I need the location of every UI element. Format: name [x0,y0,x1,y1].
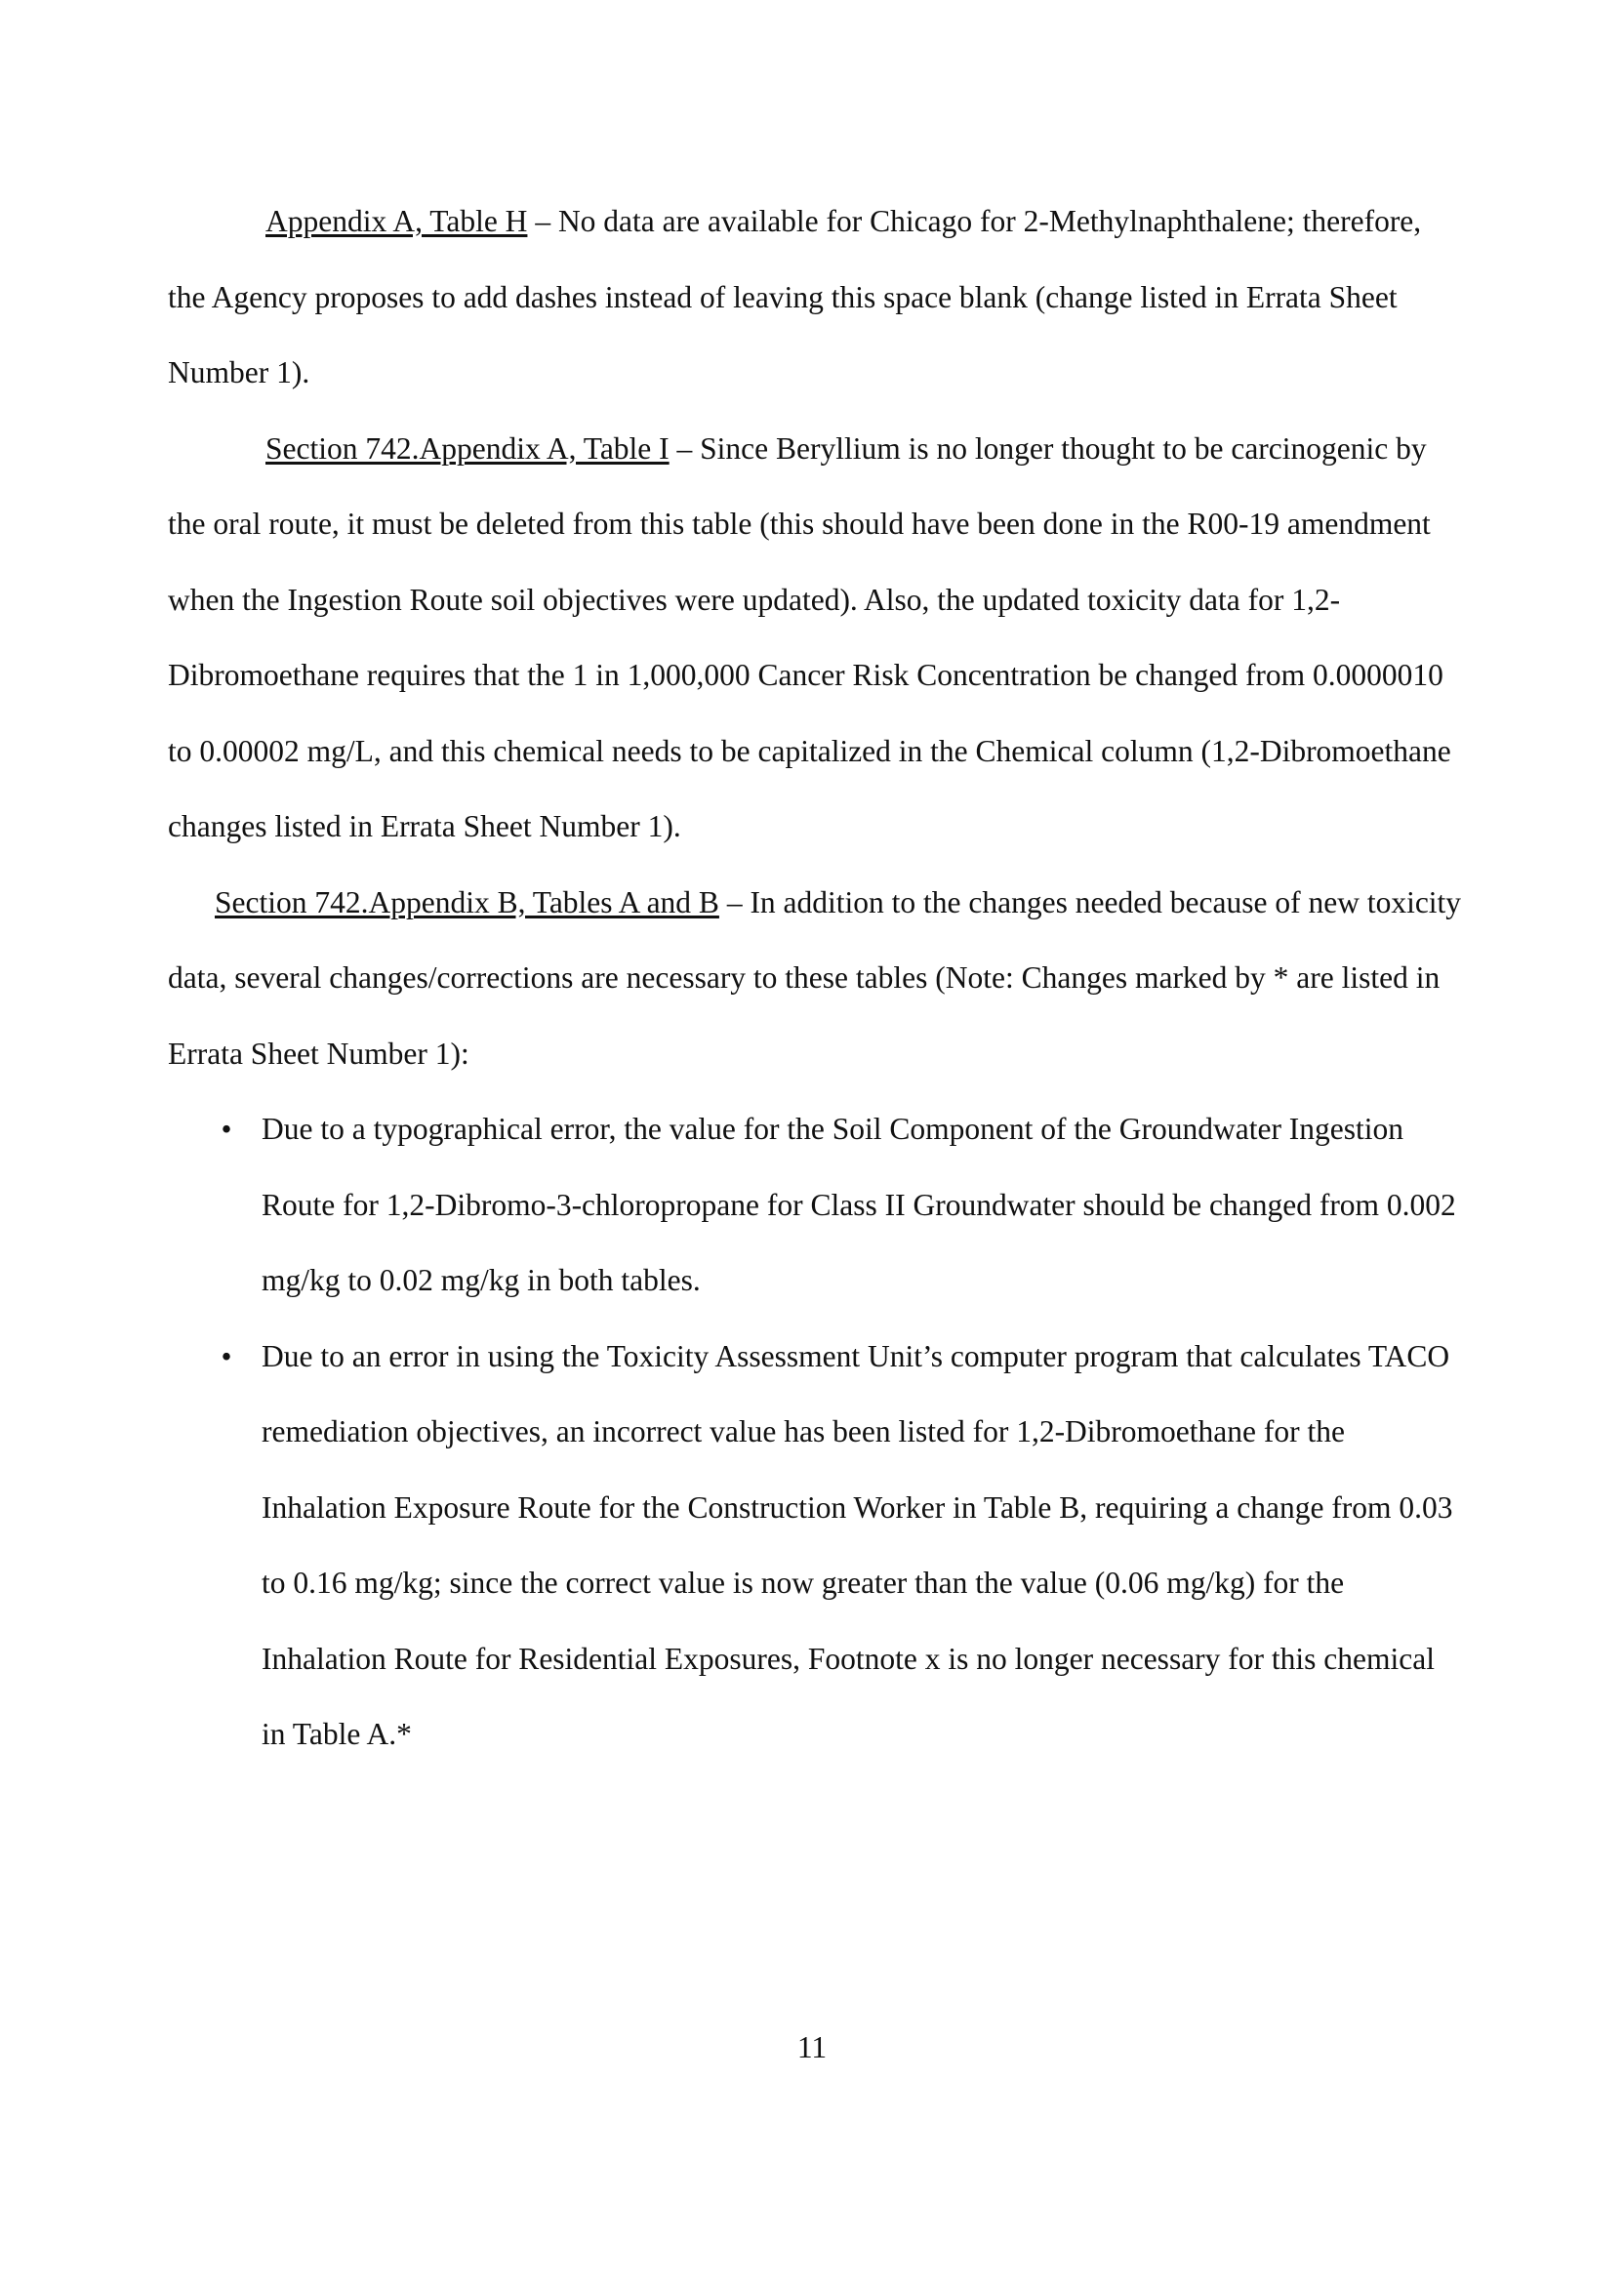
paragraph-text: – No data are available for Chicago for 2-Methylnaphthalene; therefore, the Agency proposes to add dashes instead of leaving this space blank (change listed in Errata Sheet Number 1). [168,204,1422,389]
paragraph-text: – Since Beryllium is no longer thought to be carcinogenic by the oral route, it must be deleted from this table (this should have been done in the R00-19 amendment when the Ingestion Route soil objectives were updated). Also, the updated toxicity data for 1,2-Dibromoethane requires that the 1 in 1,000,000 Cancer Risk Concentration be changed from 0.0000010 to 0.00002 mg/L, and this chemical needs to be capitalized in the Chemical column (1,2-Dibromoethane changes listed in Errata Sheet Number 1). [168,430,1451,843]
bullet-list [168,1091,1466,1773]
paragraph-table-i [168,411,1466,865]
section-reference: Section 742.Appendix A, Table I [265,430,670,466]
bullet-icon: • [221,1338,232,1373]
list-item [168,1091,1466,1319]
paragraph-table-h [168,183,1466,411]
section-reference: Appendix A, Table H [265,204,528,238]
bullet-icon: • [221,1112,232,1146]
paragraph-appendix-b [168,865,1466,1092]
page-number: 11 [796,2030,828,2064]
list-item [168,1319,1466,1773]
paragraph-text: – In addition to the changes needed because of new toxicity data, several changes/corrections are necessary to these tables (Note: Changes marked by * are listed in Errata Sheet Number 1): [168,884,1462,1071]
section-reference: Section 742.Appendix B, Tables A and B [215,884,719,919]
body-text [168,183,1466,1773]
list-item-text: Due to a typographical error, the value for the Soil Component of the Groundwater Ingestion Route for 1,2-Dibromo-3-chloropropane for Class II Groundwater should be changed from 0.002 mg/kg to 0.02 mg/kg in both tables. [262,1112,1456,1297]
list-item-text: Due to an error in using the Toxicity Assessment Unit’s computer program that calculates TACO remediation objectives, an incorrect value has been listed for 1,2-Dibromoethane for the Inhalation Exposure Route for the Construction Worker in Table B, requiring a change from 0.03 to 0.16 mg/kg; since the correct value is now greater than the value (0.06 mg/kg) for the Inhalation Route for Residential Exposures, Footnote x is no longer necessary for this chemical in Table A.* [262,1338,1453,1751]
